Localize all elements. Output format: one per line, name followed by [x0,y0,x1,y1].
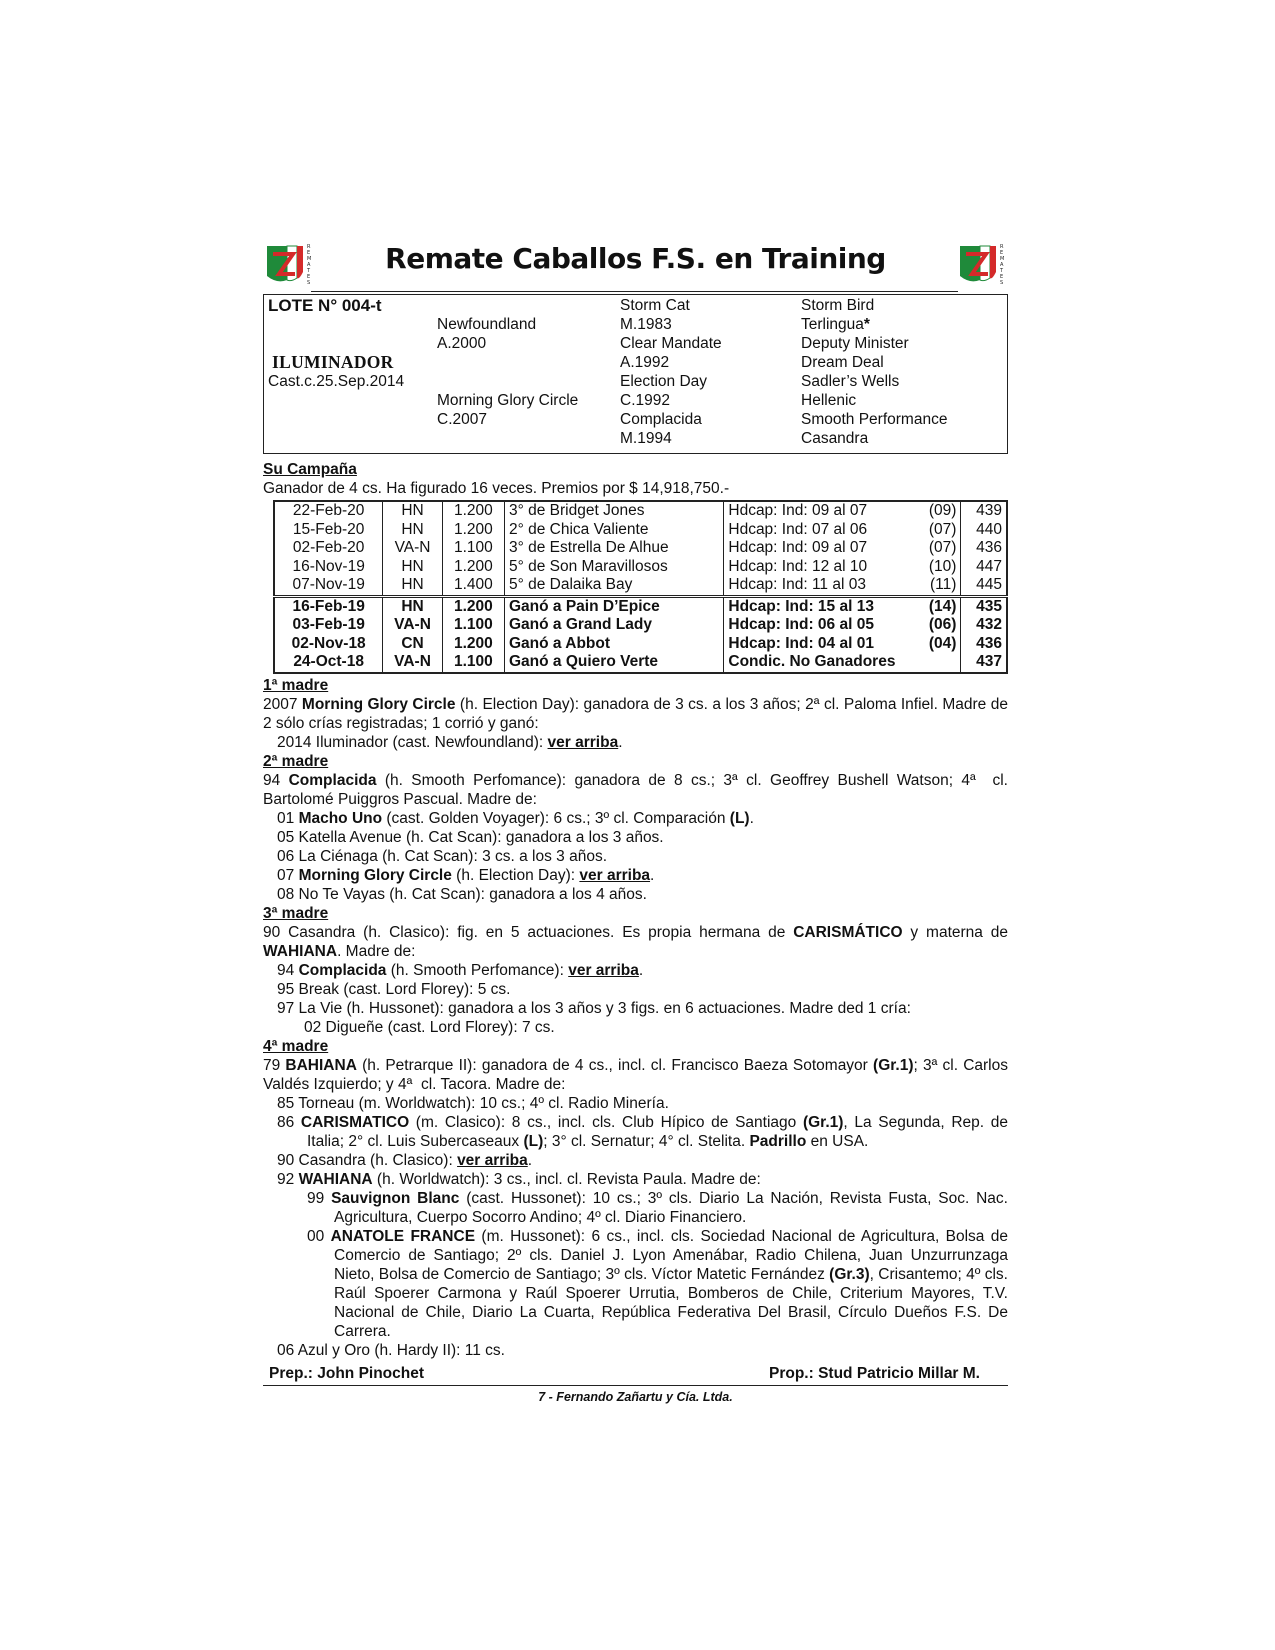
paragraph: 90 Casandra (h. Clasico): fig. en 5 actuaciones. Es propia hermana de CARISMÁTICO y materna de WAHIANA. Madre de: [263,923,1008,960]
section-title: 1ª madre [263,676,329,694]
section-title: 2ª madre [263,752,329,770]
race-field-number: (07) [928,520,957,538]
trainer: Prep.: John Pinochet [269,1364,425,1382]
race-date: 24-Oct-18 [274,653,383,673]
dam-name: Morning Glory Circle [437,392,579,409]
race-hdcap: Hdcap: Ind: 11 al 03 [728,576,866,593]
race-row [274,635,1007,654]
svg-text:T: T [1000,268,1004,274]
page-title: Remate Caballos F.S. en Training [385,242,886,275]
campaign-summary: Ganador de 4 cs. Ha figurado 16 veces. Premios por $ 14,918,750.- [263,480,730,497]
race-result: 2° de Chica Valiente [505,521,724,540]
race-field-number: (11) [930,576,957,593]
race-hdcap: Hdcap: Ind: 04 al 01 [728,634,874,652]
race-code: 440 [961,521,1007,540]
race-field-number: (07) [928,539,957,556]
race-code: 436 [961,539,1007,558]
race-code: 445 [961,576,1007,596]
produce-item: 90 Casandra (h. Clasico): ver arriba. [277,1151,533,1169]
race-date: 07-Nov-19 [274,576,383,596]
race-hdcap: Hdcap: Ind: 06 al 05 [728,616,874,633]
produce-item: 94 Complacida (h. Smooth Perfomance): ver arriba. [277,961,644,979]
produce-item: 92 WAHIANA (h. Worldwatch): 3 cs., incl. cl. Revista Paula. Madre de: [277,1170,761,1188]
header-rule [311,291,958,292]
pedigree-g1: Election Day [620,373,708,390]
race-row [274,558,1007,577]
ver-arriba-link[interactable]: ver arriba [547,733,619,751]
produce-item: 85 Torneau (m. Worldwatch): 10 cs.; 4º cl. Radio Minería. [277,1094,669,1112]
produce-item: 02 Digueñe (cast. Lord Florey): 7 cs. [304,1018,555,1036]
svg-text:M: M [307,256,312,262]
race-code: 435 [961,596,1007,616]
pedigree-g2: Hellenic [801,392,857,409]
race-result: 5° de Son Maravillosos [505,558,724,577]
prep-prop-line [263,1360,1008,1383]
produce-item: 99 Sauvignon Blanc (cast. Hussonet): 10 cs.; 3º cls. Diario La Nación, Revista Fusta, Soc. Nac. Agricultura, Cuerpo Socorro Andino; 4º cl. Diario Financiero. [307,1189,1008,1226]
race-track: HN [383,558,443,577]
race-hdcap: Hdcap: Ind: 09 al 07 [728,539,868,556]
ver-arriba-link[interactable]: ver arriba [579,866,651,884]
race-result: Ganó a Quiero Verte [505,653,724,673]
pedigree-g1: M.1994 [620,430,672,447]
race-track: HN [383,521,443,540]
race-distance: 1.100 [442,653,504,673]
produce-item: 01 Macho Uno (cast. Golden Voyager): 6 cs.; 3º cl. Comparación (L). [277,809,754,827]
svg-text:E: E [1000,250,1004,256]
race-track: HN [383,576,443,596]
race-conditions [724,596,961,616]
section-title: 4ª madre [263,1037,329,1055]
pedigree-g1: C.1992 [620,392,670,409]
pedigree-g1: Clear Mandate [620,335,722,352]
race-distance: 1.200 [442,501,504,521]
pedigree-g2: Terlingua* [801,316,870,333]
race-field-number: (09) [928,502,957,519]
svg-text:E: E [307,250,311,256]
race-track: HN [383,596,443,616]
lote-number: LOTE N° 004-t [268,296,382,315]
pedigree-g1: M.1983 [620,316,672,333]
race-result: 3° de Estrella De Alhue [505,539,724,558]
race-row [274,616,1007,635]
race-code: 432 [961,616,1007,635]
race-conditions [724,521,961,540]
race-row [274,576,1007,596]
pedigree-g2: Storm Bird [801,297,875,314]
race-code: 447 [961,558,1007,577]
race-distance: 1.200 [442,635,504,654]
produce-item: 07 Morning Glory Circle (h. Election Day): ver arriba. [277,866,655,884]
race-field-number: (04) [928,634,957,652]
race-code: 437 [961,653,1007,673]
race-conditions [724,558,961,577]
race-date: 15-Feb-20 [274,521,383,540]
race-field-number: (10) [928,557,957,575]
pedigree-g2: Sadler’s Wells [801,373,900,390]
race-distance: 1.200 [442,558,504,577]
race-track: HN [383,501,443,521]
pedigree-g2: Casandra [801,430,869,447]
svg-text:T: T [307,268,311,274]
race-row [274,539,1007,558]
race-distance: 1.100 [442,539,504,558]
svg-text:M: M [1000,256,1005,262]
produce-item: 06 La Ciénaga (h. Cat Scan): 3 cs. a los 3 años. [277,847,607,865]
race-row [274,653,1007,673]
produce-item: 08 No Te Vayas (h. Cat Scan): ganadora a los 4 años. [277,885,647,903]
section-title: 3ª madre [263,904,329,922]
race-track: VA-N [383,539,443,558]
horse-info: Cast.c.25.Sep.2014 [268,373,405,390]
race-date: 22-Feb-20 [274,501,383,521]
race-conditions [724,653,961,673]
produce-item: 00 ANATOLE FRANCE (m. Hussonet): 6 cs., incl. cls. Sociedad Nacional de Agricultura, Bolsa de Comercio de Santiago; 2º cls. Daniel J. Lyon Amenábar, Radio Chilena, Juan Unzurrunzaga Nieto, Bolsa de Comercio de Santiago; 3º cls. Víctor Matetic Fernández (Gr.3), Crisantemo; 4º cls. Raúl Spoerer Carmona y Raúl Spoerer Urrutia, Bomberos de Chile, Criterium Mayores, T.V. Nacional de Chile, Diario La Cuarta, República Federativa Del Brasil, Círculo Dueños F.S. De Carrera. [307,1227,1008,1340]
race-result: Ganó a Pain D’Epice [505,596,724,616]
race-date: 16-Nov-19 [274,558,383,577]
remates-logo-icon [263,240,315,290]
paragraph: 2007 Morning Glory Circle (h. Election Day): ganadora de 3 cs. a los 3 años; 2ª cl. Paloma Infiel. Madre de 2 sólo crías registradas; 1 corrió y ganó: [263,695,1008,732]
svg-text:S: S [1000,280,1004,286]
race-row [274,501,1007,521]
race-distance: 1.200 [442,596,504,616]
ver-arriba-link[interactable]: ver arriba [457,1151,528,1169]
svg-text:A: A [307,262,311,268]
svg-text:R: R [307,244,311,250]
race-distance: 1.100 [442,616,504,635]
race-date: 16-Feb-19 [274,596,383,616]
race-distance: 1.400 [442,576,504,596]
svg-text:E: E [307,274,311,280]
pedigree-g1: Complacida [620,411,702,428]
race-result: Ganó a Grand Lady [505,616,724,635]
race-hdcap: Hdcap: Ind: 12 al 10 [728,557,868,575]
race-field-number: (06) [928,616,957,633]
race-date: 02-Feb-20 [274,539,383,558]
race-conditions [724,616,961,635]
first-dam-section [263,676,1008,752]
race-hdcap: Hdcap: Ind: 09 al 07 [728,502,868,519]
footer-rule [263,1385,1008,1386]
race-track: CN [383,635,443,654]
race-hdcap: Hdcap: Ind: 07 al 06 [728,520,868,538]
pedigree-g2: Smooth Performance [801,411,948,428]
paragraph: 79 BAHIANA (h. Petrarque II): ganadora de 4 cs., incl. cl. Francisco Baeza Sotomayor (Gr.1); 3ª cl. Carlos Valdés Izquierdo; y 4ª cl. Tacora. Madre de: [263,1056,1008,1093]
sire-info: A.2000 [437,335,487,352]
race-code: 436 [961,635,1007,654]
remates-logo-icon [956,240,1008,290]
produce-item: 05 Katella Avenue (h. Cat Scan): ganadora a los 3 años. [277,828,664,846]
produce-item: 2014 Iluminador (cast. Newfoundland): ver arriba. [277,733,623,751]
sire-name: Newfoundland [437,316,537,333]
paragraph: 94 Complacida (h. Smooth Perfomance): ganadora de 8 cs.; 3ª cl. Geoffrey Bushell Watson; 4ª cl. Bartolomé Puiggros Pascual. Madre de: [263,771,1008,808]
race-date: 02-Nov-18 [274,635,383,654]
horse-name: ILUMINADOR [272,352,394,372]
svg-text:S: S [307,280,311,286]
pedigree-g1: Storm Cat [620,297,690,314]
race-result: 3° de Bridget Jones [505,501,724,521]
svg-text:A: A [1000,262,1004,268]
produce-item: 06 Azul y Oro (h. Hardy II): 11 cs. [277,1341,505,1359]
race-date: 03-Feb-19 [274,616,383,635]
race-hdcap: Hdcap: Ind: 15 al 13 [728,597,874,615]
page-footer: 7 - Fernando Zañartu y Cía. Ltda. [538,1389,733,1404]
produce-item: 97 La Vie (h. Hussonet): ganadora a los 3 años y 3 figs. en 6 actuaciones. Madre ded 1 cría: [277,999,911,1017]
race-conditions [724,539,961,558]
race-conditions [724,501,961,521]
campaign-title: Su Campaña [263,461,357,478]
svg-text:R: R [1000,244,1004,250]
pedigree-g2: Dream Deal [801,354,884,371]
second-dam-section [263,752,1008,904]
catalog-page [263,240,1008,1404]
race-row [274,521,1007,540]
race-conditions [724,576,961,596]
races-table [273,500,1008,674]
pedigree-box [263,294,1008,454]
race-field-number: (14) [928,597,957,615]
owner: Prop.: Stud Patricio Millar M. [769,1364,980,1382]
svg-text:E: E [1000,274,1004,280]
fourth-dam-section [263,1037,1008,1360]
race-row [274,596,1007,616]
race-track: VA-N [383,616,443,635]
race-code: 439 [961,501,1007,521]
race-hdcap: Condic. No Ganadores [728,653,896,670]
campaign-section [263,460,1008,674]
produce-item: 86 CARISMATICO (m. Clasico): 8 cs., incl. cls. Club Hípico de Santiago (Gr.1), La Segunda, Rep. de Italia; 2° cl. Luis Subercaseaux (L); 3° cl. Sernatur; 4° cl. Stelita. Padrillo en USA. [277,1113,1008,1150]
race-conditions [724,635,961,654]
race-distance: 1.200 [442,521,504,540]
dam-info: C.2007 [437,411,487,428]
race-track: VA-N [383,653,443,673]
pedigree-g2: Deputy Minister [801,335,909,352]
pedigree-g1: A.1992 [620,354,670,371]
page-header [263,240,1008,292]
race-result: Ganó a Abbot [505,635,724,654]
ver-arriba-link[interactable]: ver arriba [568,961,639,979]
produce-item: 95 Break (cast. Lord Florey): 5 cs. [277,980,511,998]
race-result: 5° de Dalaika Bay [505,576,724,596]
third-dam-section [263,904,1008,1037]
